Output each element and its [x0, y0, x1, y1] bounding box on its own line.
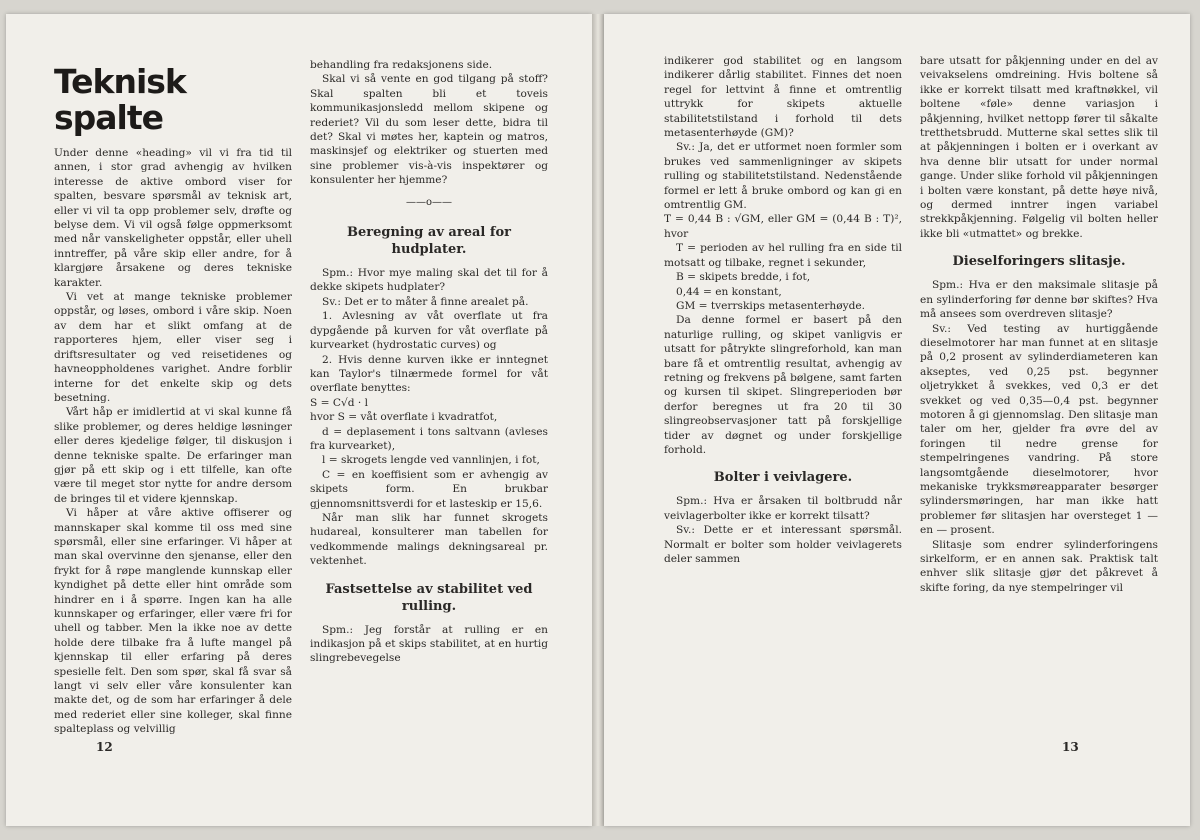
left-page: [6, 14, 592, 826]
paragraph: Når man slik har funnet skrogets hudareal, konsulterer man tabellen for vedkommende malings dekningsareal pr. vektenhet.: [310, 511, 548, 568]
paragraph: T = perioden av hel rulling fra en side til motsatt og tilbake, regnet i sekunder,: [664, 242, 902, 269]
paragraph: behandling fra redaksjonens side.: [310, 59, 493, 71]
left-column-1: [54, 64, 292, 737]
paragraph: d = deplasement i tons saltvann (avleses fra kurvearket),: [310, 425, 548, 452]
right-page: [604, 14, 1190, 826]
paragraph: Skal vi så vente en god tilgang på stoff? Skal spalten bli et toveis kommunikasjonsledd mellom skipene og rederiet? Vil du som leser dette, bidra til det? Skal vi møtes her, kaptein og matros, maskinsjef og elektriker og stuerten med sine problemer vis-à-vis inspektører og konsulenter her hjemme?: [310, 73, 548, 187]
paragraph: B = skipets bredde, i fot,: [676, 271, 811, 284]
page-heading: Teknisk spalte: [54, 62, 186, 137]
formula: S = C√d · l: [310, 396, 368, 409]
page-number: 13: [1062, 740, 1079, 754]
separator: ——o——: [405, 196, 453, 208]
paragraph: Sv.: Det er to måter å finne arealet på.: [322, 295, 529, 308]
paragraph: hvor S = våt overflate i kvadratfot,: [310, 411, 498, 424]
section-title: Beregning av areal for hudplater.: [347, 225, 511, 258]
paragraph: C = en koeffisient som er avhengig av skipets form. En brukbar gjennomsnittsverdi for et lasteskip er 15,6.: [310, 468, 548, 510]
paragraph: Spm.: Jeg forstår at rulling er en indikasjon på et skips stabilitet, at en hurtig slingrebevegelse: [310, 623, 548, 665]
paragraph: Vårt håp er imidlertid at vi skal kunne få slike problemer, og deres heldige løsninger eller deres kjedelige følger, til diskusjon i denne tekniske spalte. De erfaringer man gjør på ett skip og i ett tilfelle, kan ofte være til meget stor nytte for andre dersom de bringes til et videre kjennskap.: [54, 406, 292, 505]
paragraph: Spm.: Hva er årsaken til boltbrudd når veivlagerbolter ikke er korrekt tilsatt?: [664, 495, 902, 522]
right-column-2: [920, 54, 1158, 595]
paragraph: Vi vet at mange tekniske problemer oppstår, og løses, ombord i våre skip. Noen av dem har et slikt omfang at de rapporteres hjem, eller viser seg i driftsresultater og ved reisetidenes og havneoppholdenes varighet. Andre forblir interne for det enkelte skip og dets besetning.: [54, 291, 292, 404]
paragraph: Sv.: Ja, det er utformet noen formler som brukes ved sammenligninger av skipets rulling og stabilitetstilstand. Nedenstående formel er lett å bruke ombord og kan gi en omtrentlig GM.: [664, 141, 902, 212]
section-title: Dieselforingers slitasje.: [952, 254, 1126, 270]
paragraph: 0,44 = en konstant,: [676, 285, 782, 298]
paragraph: indikerer god stabilitet og en langsom indikerer dårlig stabilitet. Finnes det noen regel for lettvint å finne et omtrentlig uttrykk for skipets aktuelle stabilitetstilstand i forhold til dets metasenterhøyde (GM)?: [664, 55, 902, 140]
section-title: Fastsettelse av stabilitet ved rulling.: [325, 581, 533, 614]
page-number: 12: [96, 740, 113, 754]
paragraph: GM = tverrskips metasenterhøyde.: [676, 299, 866, 312]
formula: T = 0,44 B : √GM, eller GM = (0,44 B : T)², hvor: [664, 213, 902, 240]
paragraph: Spm.: Hva er den maksimale slitasje på en sylinderforing før denne bør skiftes? Hva må ansees som overdreven slitasje?: [920, 279, 1158, 321]
binding-fold: [592, 14, 604, 826]
paragraph: Slitasje som endrer sylinderforingens sirkelform, er en annen sak. Praktisk talt enhver slik slitasje gjør det påkrevet å skifte foring, da nye stempelringer vil: [920, 538, 1158, 594]
paragraph: Vi håper at våre aktive offiserer og mannskaper skal komme til oss med sine spørsmål, eller sine erfaringer. Vi håper at man skal overvinne den sjenanse, eller den frykt for å røpe manglende kunnskap eller kyndighet på dette eller hint område som hindrer en i å spørre. Ingen kan ha alle kunnskaper og erfaringer, eller være fri for uhell og tabber. Men la ikke noe av dette holde dere tilbake fra å lufte mangel på kjennskap til eller erfaring på deres spesielle felt. Den som spør, skal få svar så langt vi selv eller våre konsulenter kan makte det, og de som har erfaringer å dele med rederiet eller sine kolleger, skal finne spalteplass og velvillig: [54, 507, 292, 736]
paragraph: Sv.: Dette er et interessant spørsmål. Normalt er bolter som holder veivlagerets deler sammen: [664, 524, 902, 565]
right-column-1: [664, 54, 902, 566]
paragraph: bare utsatt for påkjenning under en del av veivakselens omdreining. Hvis boltene så ikke er korrekt tilsatt med kraftnøkkel, vil boltene «føle» denne variasjon i påkjenning, hvilket nettopp fører til såkalte tretthetsbrudd. Mutterne skal settes slik til at påkjenningen i bolten er i overkant av hva denne blir utsatt for under normal gange. Under slike forhold vil påkjenningen i bolten være konstant, på dette høye nivå, og dermed inntrer ingen variabel strekkpåkjenning. Følgelig vil bolten heller ikke bli «utmattet» og brekke.: [920, 55, 1158, 240]
paragraph: Sv.: Ved testing av hurtiggående dieselmotorer har man funnet at en slitasje på 0,2 prosent av sylinderdiameteren kan akseptes, ved 0,25 pst. begynner oljetrykket å svekkes, ved 0,3 er det svekket og ved 0,35—0,4 pst. begynner motoren å gi gjennomslag. Den slitasje man taler om her, gjelder fra øvre del av foringen til nedre grense for stempelringenes vandring. På store langsomtgående dieselmotorer, hvor mekaniske trykksmøreapparater besørger sylindersmøringen, har man ikke hatt problemer før slitasjen har oversteget 1 — en — prosent.: [920, 322, 1158, 537]
paragraph: l = skrogets lengde ved vannlinjen, i fot,: [322, 454, 540, 467]
paragraph: Da denne formel er basert på den naturlige rulling, og skipet vanligvis er utsatt for påtrykte slingreforhold, kan man bare få et omtrentlig resultat, avhengig av retning og frekvens på bølgene, samt farten og kursen til skipet. Slingreperioden bør derfor beregnes ut fra 20 til 30 slingreobservasjoner tatt på forskjellige tider av døgnet og under forskjellige forhold.: [664, 314, 902, 456]
paragraph: Under denne «heading» vil vi fra tid til annen, i stor grad avhengig av hvilken interesse de aktive ombord viser for spalten, besvare spørsmål av teknisk art, eller vi vil ta opp problemer selv, drøfte og belyse dem. Vi vil også følge oppmerksomt med når vanskeligheter oppstår, eller uhell inntreffer, på våre skip eller andre, for å klargjøre årsakene og deres tekniske karakter.: [54, 147, 292, 289]
paragraph: 2. Hvis denne kurven ikke er inntegnet kan Taylor's tilnærmede formel for våt overflate benyttes:: [310, 353, 548, 395]
section-title: Bolter i veivlagere.: [713, 470, 853, 486]
paragraph: 1. Avlesning av våt overflate ut fra dypgående på kurven for våt overflate på kurvearket (hydrostatic curves) og: [310, 310, 548, 352]
paragraph: Spm.: Hvor mye maling skal det til for å dekke skipets hudplater?: [310, 267, 548, 294]
left-column-2: [310, 58, 548, 666]
